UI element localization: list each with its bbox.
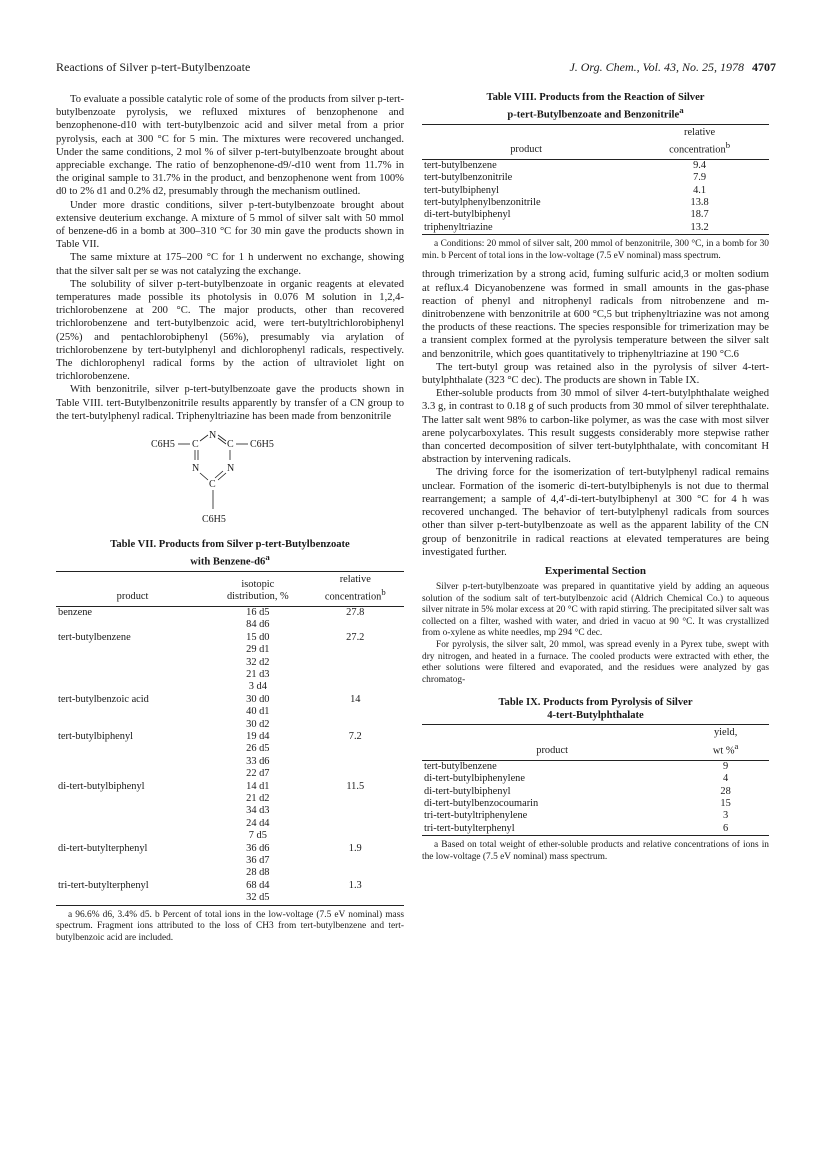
isotopic-value: 40 d1	[246, 706, 270, 718]
isotopic-cell	[209, 781, 306, 843]
table-ix	[422, 696, 769, 863]
column-header: product	[56, 571, 209, 606]
product-cell: tert-butylbenzene	[424, 760, 497, 772]
product-cell: tert-butylbiphenyl	[424, 184, 500, 196]
running-title: Reactions of Silver p-tert-Butylbenzoate	[56, 60, 251, 74]
structure-atom-c: C	[227, 439, 234, 451]
product-cell: triphenyltriazine	[424, 221, 493, 233]
relative-cell: 7.2	[348, 730, 362, 742]
value-cell: 13.8	[690, 197, 709, 209]
product-cell: benzene	[58, 606, 93, 618]
table-ix-grid	[422, 724, 769, 836]
isotopic-value: 21 d2	[246, 792, 270, 804]
bond-line	[218, 438, 226, 444]
isotopic-cell	[209, 843, 306, 880]
relative-cell: 14	[350, 693, 361, 705]
product-cell: tri-tert-butyltriphenylene	[424, 810, 528, 822]
product-cell: tri-tert-butylterphenyl	[58, 879, 149, 891]
product-cell: tert-butylbenzene	[424, 159, 497, 171]
isotopic-value: 33 d6	[246, 755, 270, 767]
table-row	[422, 823, 769, 836]
table-vii-grid	[56, 571, 404, 906]
table-row	[422, 209, 769, 221]
value-cell: 28	[720, 785, 731, 797]
isotopic-value: 68 d4	[246, 879, 270, 891]
right-column	[422, 93, 769, 863]
column-header: product	[422, 725, 682, 760]
table-row	[56, 843, 404, 880]
body-paragraph: The solubility of silver p-tert-butylbenzoate in organic reagents at elevated temperatures made possible its photolysis in 0.076 M solution in 1,2,4-trichlorobenzene at 200 °C. The major products, other than recovered trichlorobenzene and tert-butylbenzoic acid, were tert-butyltrichlorobiphenyl (25%) and pentachlorobiphenyl (56%), presumably via arylation of trichlorobenzene by tert-butylphenyl and dichlorophenyl radicals, respectively. The dichlorophenyl radical forms by the action of ultraviolet light on trichlorobenzene.	[56, 278, 404, 383]
table-ix-title: Table IX. Products from Pyrolysis of Silver 4-tert-Butylphthalate	[498, 697, 693, 722]
structure-atom-n: N	[192, 463, 200, 475]
isotopic-cell	[209, 606, 306, 631]
structure-atom-c: C	[209, 479, 216, 491]
body-paragraph: Under more drastic conditions, silver p-tert-butylbenzoate brought about extensive deuterium exchange. A mixture of 5 mmol of silver salt with 50 mmol of benzene-d6 in a bomb at 300–310 °C for 30 min gave the products shown in Table VII.	[56, 199, 404, 251]
product-cell: tert-butylbenzoic acid	[58, 693, 149, 705]
product-cell: di-tert-butylbiphenylene	[424, 773, 525, 785]
table-row	[422, 172, 769, 184]
table-viii	[422, 91, 769, 262]
column-header: product	[422, 124, 630, 159]
isotopic-value: 19 d4	[246, 730, 270, 742]
table-row	[422, 185, 769, 197]
table-row	[56, 731, 404, 781]
product-cell: tert-butylbenzene	[58, 631, 131, 643]
table-row	[422, 197, 769, 209]
table-viii-grid	[422, 124, 769, 236]
isotopic-value: 22 d7	[246, 768, 270, 780]
body-paragraph: Ether-soluble products from 30 mmol of silver 4-tert-butylphthalate weighed 3.3 g, in contrast to 0.18 g of such products from 30 mmol of silver terephthalate. The latter salt went 98% to carbon-like polymer, as was the case with most silver arene polycarboxylates. This result suggests considerably more stepwise rather than concerted decomposition of silver tert-butylphthalate, with concomitant H abstraction by intervening radicals.	[422, 388, 769, 466]
isotopic-value: 3 d4	[248, 681, 267, 693]
body-paragraph: With benzonitrile, silver p-tert-butylbenzoate gave the products shown in Table VIII. tert-Butylbenzonitrile results apparently by transfer of a CN group to the tert-butylphenyl radical. Triphenyltriazine has been made from benzonitrile	[56, 384, 404, 422]
table-viii-title: Table VIII. Products from the Reaction of Silver p-tert-Butylbenzoate and Benzonitrile$^a$	[486, 92, 705, 121]
journal-citation	[569, 60, 776, 75]
isotopic-value: 32 d5	[246, 892, 270, 904]
isotopic-value: 15 d0	[246, 631, 270, 643]
value-cell: 18.7	[690, 209, 709, 221]
isotopic-value: 32 d2	[246, 656, 270, 668]
isotopic-value: 36 d6	[246, 842, 270, 854]
value-cell: 7.9	[693, 172, 707, 184]
structure-atom-c: C	[192, 439, 199, 451]
value-cell: 6	[723, 822, 729, 834]
journal-name: J. Org. Chem., Vol. 43, No. 25, 1978	[569, 60, 744, 74]
value-cell: 4	[723, 773, 729, 785]
relative-cell: 27.8	[346, 606, 365, 618]
relative-cell: 11.5	[346, 780, 365, 792]
table-vii-footnote: a 96.6% d6, 3.4% d5. b Percent of total ions in the low-voltage (7.5 eV nominal) mass spectrum. Fragment ions attributed to the loss of CH3 from tert-butylbenzene and tert-butylbenzoic acid are included.	[56, 909, 404, 943]
relative-cell: 27.2	[346, 631, 365, 643]
isotopic-value: 16 d5	[246, 606, 270, 618]
value-cell: 3	[723, 810, 729, 822]
relative-cell: 1.3	[348, 879, 362, 891]
isotopic-cell	[209, 880, 306, 905]
isotopic-value: 21 d3	[246, 668, 270, 680]
body-paragraph: The driving force for the isomerization of tert-butylphenyl radical remains unclear. Formation of the isomeric di-tert-butylbiphenyls is not due to thermal rearrangement; a sample of 4,4'-di-tert-butylbiphenyl at 300 °C for 4 h was recovered unchanged. The behavior of tert-butylphenyl radicals from sources other than silver p-tert-butylbenzoate as well as the apparent lability of the CN group of benzonitrile in radical reactions at elevated temperatures are being investigated further.	[422, 467, 769, 558]
table-vii-title: Table VII. Products from Silver p-tert-Butylbenzoate with Benzene-d6$^a$	[110, 539, 350, 568]
experimental-paragraph: Silver p-tert-butylbenzoate was prepared in quantitative yield by adding an aqueous solution of the sodium salt of tert-butylbenzoic acid (Aldrich Chemical Co.) to aqueous silver nitrate in 5% molar excess at 20 °C with rapid stirring. The precipitated silver salt was collected on a filter, washed with water, and dried in vacuo at 90 °C. It was crystallized from o-xylene as white needles, mp 294 °C dec.	[422, 582, 769, 639]
value-cell: 4.1	[693, 184, 707, 196]
running-header	[56, 60, 776, 76]
structure-atom-n: N	[209, 430, 217, 442]
table-row	[422, 222, 769, 235]
isotopic-value: 29 d1	[246, 644, 270, 656]
isotopic-value: 14 d1	[246, 780, 270, 792]
product-cell: di-tert-butylbiphenyl	[424, 209, 511, 221]
isotopic-value: 84 d6	[246, 619, 270, 631]
body-paragraph: through trimerization by a strong acid, fuming sulfuric acid,3 or molten sodium at reflux.4 Dicyanobenzene was formed in small amounts in the gas-phase reaction of phenyl and nitrophenyl radicals from nitrobenzene and m-dinitrobenzene with benzonitrile at 600 °C,5 but triphenyltriazine was not among the products of these reactions. The species responsible for trimerization may be a transient complex formed at the pyrolysis temperature between the silver salt and benzonitrile, which goes quantitatively to triphenyltriazine at 190 °C.6	[422, 269, 769, 360]
structure-label-left: C6H5	[151, 439, 175, 451]
column-header: relative concentration$^b$	[630, 124, 769, 159]
value-cell: 9	[723, 760, 729, 772]
structure-label-right: C6H5	[250, 439, 274, 451]
product-cell: tert-butylphenylbenzonitrile	[424, 197, 541, 209]
value-cell: 15	[720, 797, 731, 809]
table-row	[56, 880, 404, 905]
table-row	[422, 159, 769, 172]
table-row	[56, 694, 404, 731]
value-cell: 13.2	[690, 221, 709, 233]
isotopic-value: 7 d5	[248, 830, 267, 842]
isotopic-value: 36 d7	[246, 855, 270, 867]
isotopic-value: 30 d2	[246, 718, 270, 730]
product-cell: di-tert-butylbenzocoumarin	[424, 797, 539, 809]
left-column	[56, 93, 404, 944]
table-row	[422, 773, 769, 785]
isotopic-value: 24 d4	[246, 817, 270, 829]
isotopic-cell	[209, 694, 306, 731]
structure-atom-n: N	[227, 463, 235, 475]
body-paragraph: The same mixture at 175–200 °C for 1 h underwent no exchange, showing that the silver salt per se was not catalyzing the exchange.	[56, 252, 404, 277]
product-cell: tri-tert-butylterphenyl	[424, 822, 515, 834]
isotopic-value: 28 d8	[246, 867, 270, 879]
isotopic-cell	[209, 731, 306, 781]
structure-label-bottom: C6H5	[202, 514, 226, 526]
table-row	[56, 606, 404, 631]
triphenyltriazine-structure	[56, 427, 404, 532]
table-row	[56, 781, 404, 843]
page-number: 4707	[752, 60, 776, 74]
isotopic-value: 34 d3	[246, 805, 270, 817]
body-paragraph: To evaluate a possible catalytic role of some of the products from silver p-tert-butylbenzoate pyrolysis, we refluxed mixtures of benzophenone and benzophenone-d10 with tert-butylbenzoic acid and silver metal from a prior pyrolysis, each at 300 °C for 5 min. The mixtures were recovered unchanged. Under the same conditions, 2 mol % of silver p-tert-butylbenzoate brought about appreciable exchange. The ratio of benzophenone-d9/-d10 went from 11.7% in the original sample to 31.7% in the product, and benzophenone went from 100% d0 to 2% d1 and 0.2% d2, presumably through the mechanism outlined.	[56, 94, 404, 198]
column-header: relative concentration$^b$	[307, 571, 404, 606]
isotopic-value: 26 d5	[246, 743, 270, 755]
bond-line	[200, 473, 208, 480]
relative-cell: 1.9	[348, 842, 362, 854]
product-cell: di-tert-butylterphenyl	[58, 842, 148, 854]
column-header: yield, wt %$^a$	[682, 725, 769, 760]
table-row	[422, 798, 769, 810]
bond-line	[200, 435, 208, 441]
table-row	[422, 810, 769, 822]
table-row	[56, 632, 404, 694]
body-paragraph: The tert-butyl group was retained also in the pyrolysis of silver 4-tert-butylphthalate (323 °C dec). The products are shown in Table IX.	[422, 361, 769, 387]
isotopic-value: 30 d0	[246, 693, 270, 705]
experimental-heading: Experimental Section	[544, 564, 647, 577]
isotopic-cell	[209, 632, 306, 694]
column-header: isotopic distribution, %	[209, 571, 306, 606]
table-viii-footnote: a Conditions: 20 mmol of silver salt, 200 mmol of benzonitrile, 300 °C, in a bomb for 30 min. b Percent of total ions in the low-voltage (7.5 eV nominal) mass spectrum.	[422, 239, 769, 261]
product-cell: tert-butylbenzonitrile	[424, 172, 513, 184]
table-vii	[56, 538, 404, 944]
bond-line	[218, 435, 226, 441]
table-ix-footnote: a Based on total weight of ether-soluble products and relative concentrations of ions in the low-voltage (7.5 eV nominal) mass spectrum.	[422, 840, 769, 862]
table-row	[422, 760, 769, 773]
value-cell: 9.4	[693, 159, 707, 171]
product-cell: di-tert-butylbiphenyl	[58, 780, 145, 792]
product-cell: di-tert-butylbiphenyl	[424, 785, 511, 797]
product-cell: tert-butylbiphenyl	[58, 730, 134, 742]
table-row	[422, 786, 769, 798]
experimental-paragraph: For pyrolysis, the silver salt, 20 mmol, was spread evenly in a Pyrex tube, swept with dry nitrogen, and heated in a furnace. The cooled products were extracted with ether, the ether solutions were filtered and evaporated, and the residues were analyzed by gas chromatog-	[422, 640, 769, 685]
